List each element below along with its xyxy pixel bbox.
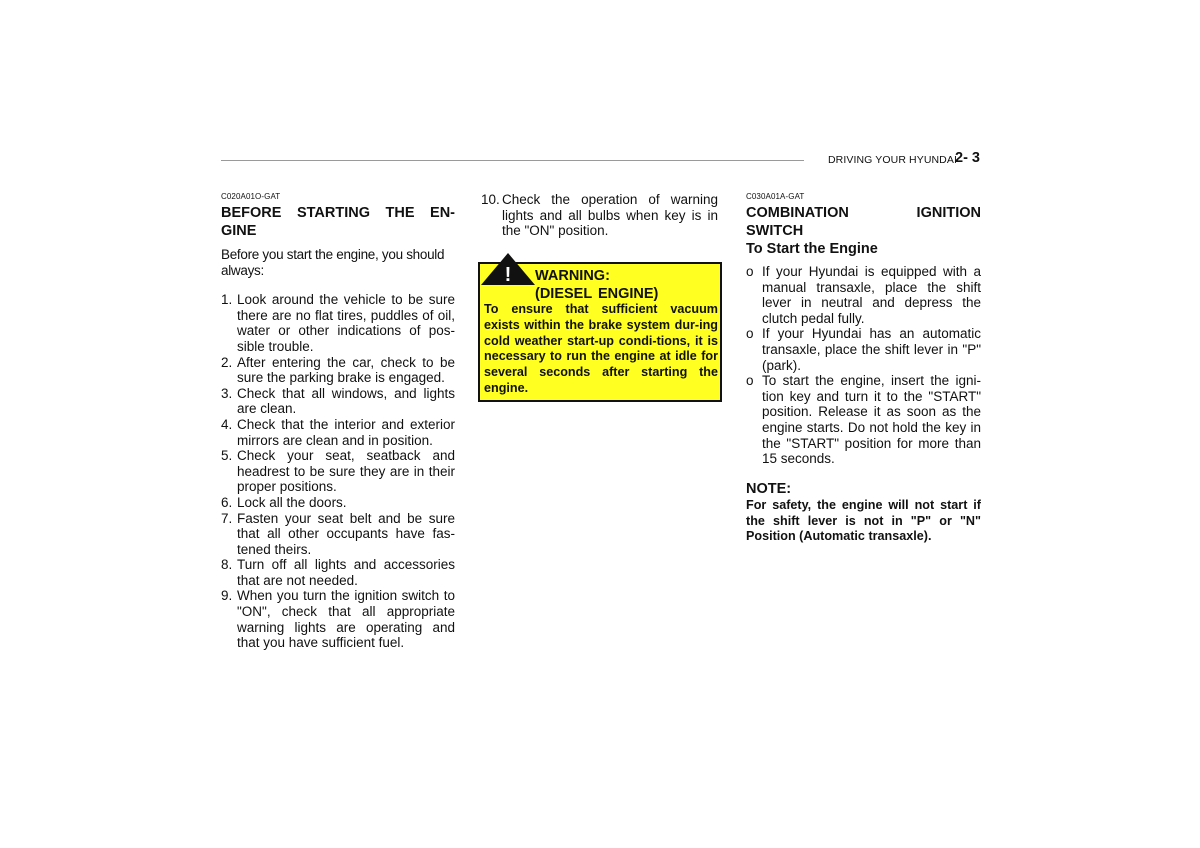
intro-text: Before you start the engine, you should always: [221,247,445,278]
list-item [221,495,455,511]
list-item [746,264,981,326]
item-text: Check that the interior and exterior mirrors are clean and in position. [237,416,455,448]
right-column [746,192,981,545]
list-item [221,557,455,588]
warning-icon [480,252,536,286]
list-item [221,417,455,448]
warning-symbol: ! [504,264,512,286]
item-text: After entering the car, check to be sure the parking brake is engaged. [237,354,455,386]
header-section-title: DRIVING YOUR HYUNDAI [828,154,957,166]
item-number: 9. [221,588,233,604]
item-number: 1. [221,292,233,308]
item-text: Look around the vehicle to be sure there are no flat tires, puddles of oil, water or other indications of pos-sible trouble. [237,292,455,354]
item-text: Check your seat, seatback and headrest to be sure they are in their proper positions. [237,448,455,495]
item-number: 10. [481,192,500,207]
list-item [221,355,455,386]
list-item [481,192,718,239]
checklist-continued [481,192,718,239]
list-item [221,511,455,558]
warning-box [478,262,722,402]
item-number: 6. [221,494,233,510]
item-text: Turn off all lights and accessories that are not needed. [237,557,455,588]
list-item [221,588,455,650]
list-item [221,386,455,417]
page-number: 2- 3 [955,150,980,166]
section-title [221,204,455,240]
instruction-list [746,264,981,467]
item-number: 3. [221,385,233,401]
list-item [221,292,455,354]
item-text: When you turn the ignition switch to "ON", check that all appropriate warning lights are operating and that you have sufficient fuel. [237,588,455,651]
item-number: 4. [221,416,233,432]
list-item [746,373,981,467]
item-text: If your Hyundai has an automatic transaxle, place the shift lever in "P" (park). [762,326,981,373]
warning-title: WARNING: [535,268,610,284]
section-code: C030A01A-GAT [746,192,805,201]
bullet-mark: o [746,264,754,279]
note-text: For safety, the engine will not start if the shift lever is not in "P" or "N" Position (Automatic transaxle). [746,497,981,544]
warning-text: To ensure that sufficient vacuum exists within the brake system dur-ing cold weather start-up condi-tions, it is necessary to run the engine at idle for several seconds after starting the engine. [484,302,718,395]
middle-column [481,192,718,239]
item-text: If your Hyundai is equipped with a manual transaxle, place the shift lever in neutral and depress the clutch pedal fully. [762,264,981,326]
item-text: Check that all windows, and lights are clean. [237,385,455,417]
bullet-mark: o [746,373,754,389]
section-subtitle: To Start the Engine [746,241,878,257]
title-line: COMBINATION IGNITION [746,205,981,221]
title-line: GINE [221,223,257,239]
item-number: 7. [221,510,233,526]
section-code: C020A01O-GAT [221,192,281,201]
checklist [221,292,455,651]
section-title [746,204,981,240]
item-text: Fasten your seat belt and be sure that all other occupants have fas-tened theirs. [237,510,455,557]
warning-subtitle: (DIESEL ENGINE) [535,286,659,302]
header-rule [221,160,804,161]
list-item [221,448,455,495]
item-number: 2. [221,354,233,370]
item-number: 8. [221,557,233,573]
item-number: 5. [221,448,233,464]
item-text: To start the engine, insert the igni-tion key and turn it to the "START" position. Release it as soon as the engine starts. Do not hold the key in the "START" position for more than 15 seconds. [762,373,981,467]
item-text: Lock all the doors. [237,494,347,510]
title-line: BEFORE STARTING THE EN- [221,205,455,221]
list-item [746,326,981,373]
note-title: NOTE: [746,480,792,497]
title-line: SWITCH [746,223,804,239]
item-text: Check the operation of warning lights and all bulbs when key is in the "ON" position. [502,192,718,239]
left-column [221,192,455,651]
bullet-mark: o [746,326,754,342]
